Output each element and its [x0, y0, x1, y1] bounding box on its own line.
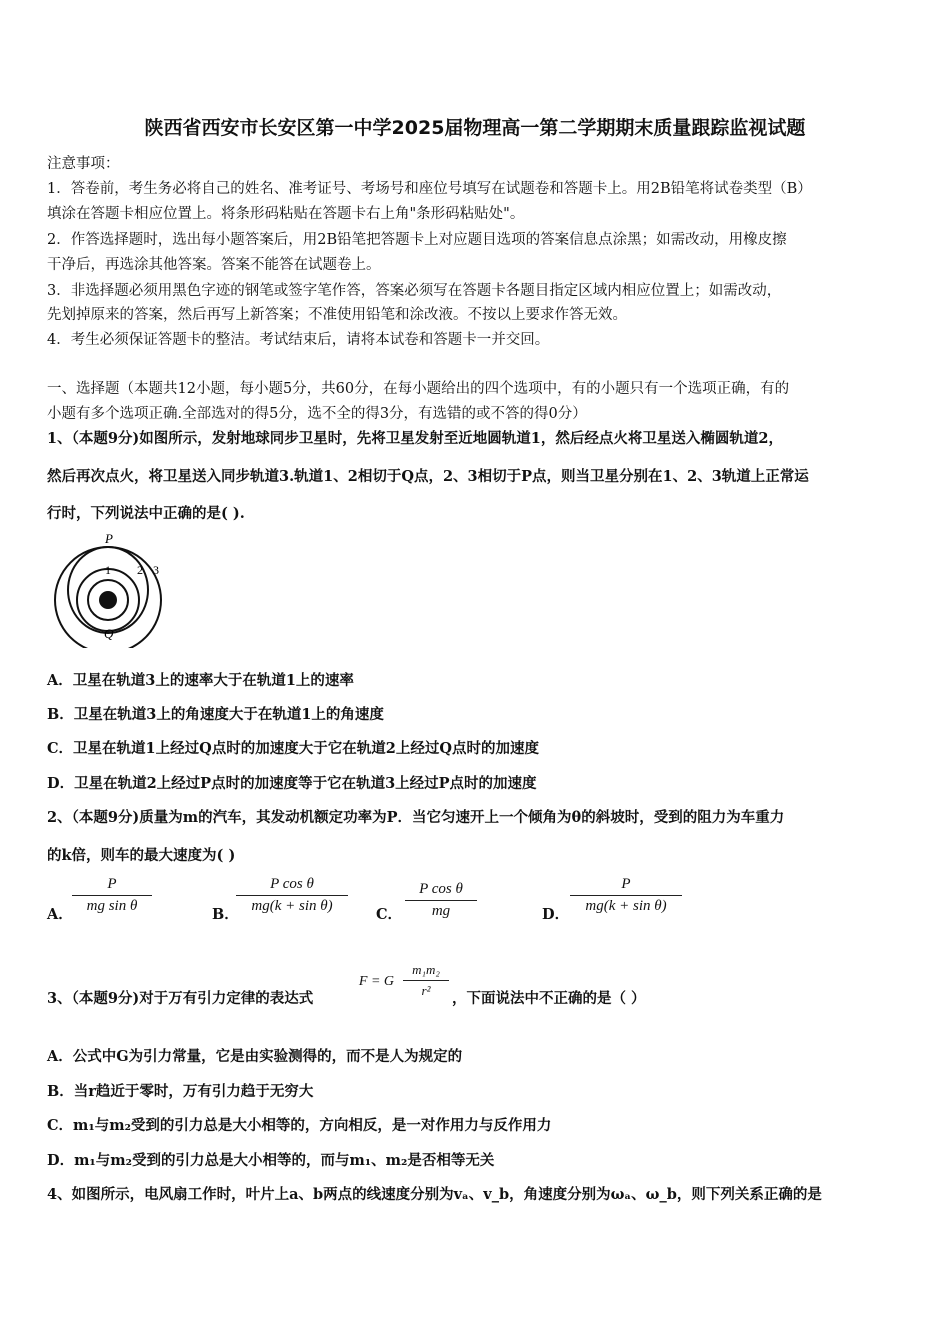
section-heading-line: 一、选择题（本题共12小题，每小题5分，共60分，在每小题给出的四个选项中，有的小题只有一个选项正确，有的 — [47, 381, 790, 397]
question-2-text: 2、（本题9分)质量为m的汽车，其发动机额定功率为P．当它匀速开上一个倾角为θ的斜坡时，受到的阻力为车重力 — [47, 809, 785, 826]
question-3-suffix: ，下面说法中不正确的是（ ） — [452, 990, 646, 1007]
q3-option-d: D．m₁与m₂受到的引力总是大小相等的，而与m₁、m₂是否相等无关 — [47, 1152, 495, 1169]
question-1-text: 然后再次点火，将卫星送入同步轨道3.轨道1、2相切于Q点，2、3相切于P点，则当卫星分别在1、2、3轨道上正常运 — [47, 468, 809, 485]
label-p: P — [105, 531, 113, 546]
notice-heading: 注意事项： — [47, 156, 120, 172]
q2-option-d-label: D． — [542, 906, 570, 923]
label-1: 1 — [105, 563, 111, 577]
question-1-text: 1、（本题9分)如图所示，发射地球同步卫星时，先将卫星发射至近地圆轨道1，然后经点火将卫星送入椭圆轨道2， — [47, 430, 783, 447]
q3-option-c: C．m₁与m₂受到的引力总是大小相等的，方向相反，是一对作用力与反作用力 — [47, 1117, 552, 1134]
q2-option-b-fraction — [236, 876, 348, 915]
notice-line: 3．非选择题必须用黑色字迹的钢笔或签字笔作答，答案必须写在答题卡各题目指定区域内相应位置上；如需改动， — [47, 283, 782, 299]
notice-line: 先划掉原来的答案，然后再写上新答案；不准使用铅笔和涂改液。不按以上要求作答无效。 — [47, 307, 627, 323]
q1-option-a: A．卫星在轨道3上的速率大于在轨道1上的速率 — [47, 672, 354, 689]
q2-option-d-fraction — [570, 876, 682, 915]
notice-line: 1．答卷前，考生务必将自己的姓名、准考证号、考场号和座位号填写在试题卷和答题卡上。用2B铅笔将试卷类型（B） — [47, 181, 812, 197]
fraction-denominator: mg(k + sin θ) — [251, 898, 333, 914]
q1-option-d: D．卫星在轨道2上经过P点时的加速度等于它在轨道3上经过P点时的加速度 — [47, 775, 537, 792]
earth-core — [99, 591, 117, 609]
q3-formula-fraction — [403, 962, 449, 999]
label-2: 2 — [137, 563, 143, 577]
fraction-numerator: m₁m₂ — [403, 962, 449, 981]
notice-line: 2．作答选择题时，选出每小题答案后，用2B铅笔把答题卡上对应题目选项的答案信息点涂黑；如需改动，用橡皮擦 — [47, 232, 787, 248]
q3-formula-lhs: F = G — [358, 974, 394, 989]
fraction-denominator: mg — [431, 903, 451, 919]
orbit-diagram — [44, 528, 174, 648]
exam-title: 陕西省西安市长安区第一中学2025届物理高一第二学期期末质量跟踪监视试题 — [144, 117, 806, 139]
q2-option-b-label: B． — [212, 906, 239, 923]
q3-option-a: A．公式中G为引力常量，它是由实验测得的，而不是人为规定的 — [47, 1048, 463, 1065]
question-2-text: 的k倍，则车的最大速度为( ) — [47, 847, 236, 864]
notice-line: 4．考生必须保证答题卡的整洁。考试结束后，请将本试卷和答题卡一并交回。 — [47, 332, 550, 348]
label-q: Q — [104, 626, 114, 641]
fraction-numerator: P — [72, 876, 152, 896]
label-3: 3 — [153, 563, 159, 577]
section-heading-line: 小题有多个选项正确.全部选对的得5分，选不全的得3分，有选错的或不答的得0分） — [47, 406, 587, 422]
q2-option-c-label: C． — [376, 906, 403, 923]
q2-option-c-fraction — [405, 881, 477, 920]
fraction-numerator: P — [570, 876, 682, 896]
fraction-denominator: mg sin θ — [86, 898, 138, 914]
fraction-numerator: P cos θ — [236, 876, 348, 896]
question-1-text: 行时，下列说法中正确的是( ). — [47, 505, 245, 522]
fraction-denominator: mg(k + sin θ) — [585, 898, 667, 914]
q1-option-b: B．卫星在轨道3上的角速度大于在轨道1上的角速度 — [47, 706, 384, 723]
q2-option-a-label: A． — [47, 906, 73, 923]
notice-line: 干净后，再选涂其他答案。答案不能答在试题卷上。 — [47, 257, 381, 273]
q3-option-b: B．当r趋近于零时，万有引力趋于无穷大 — [47, 1083, 314, 1100]
fraction-denominator: r² — [421, 983, 431, 998]
q2-option-a-fraction — [72, 876, 152, 915]
q1-option-c: C．卫星在轨道1上经过Q点时的加速度大于它在轨道2上经过Q点时的加速度 — [47, 740, 539, 757]
notice-line: 填涂在答题卡相应位置上。将条形码粘贴在答题卡右上角"条形码粘贴处"。 — [47, 206, 525, 222]
question-3-prefix: 3、（本题9分)对于万有引力定律的表达式 — [47, 990, 314, 1007]
question-4-text: 4、如图所示，电风扇工作时，叶片上a、b两点的线速度分别为vₐ、v_b，角速度分别为ωₐ、ω_b，则下列关系正确的是 — [47, 1186, 822, 1203]
fraction-numerator: P cos θ — [405, 881, 477, 901]
